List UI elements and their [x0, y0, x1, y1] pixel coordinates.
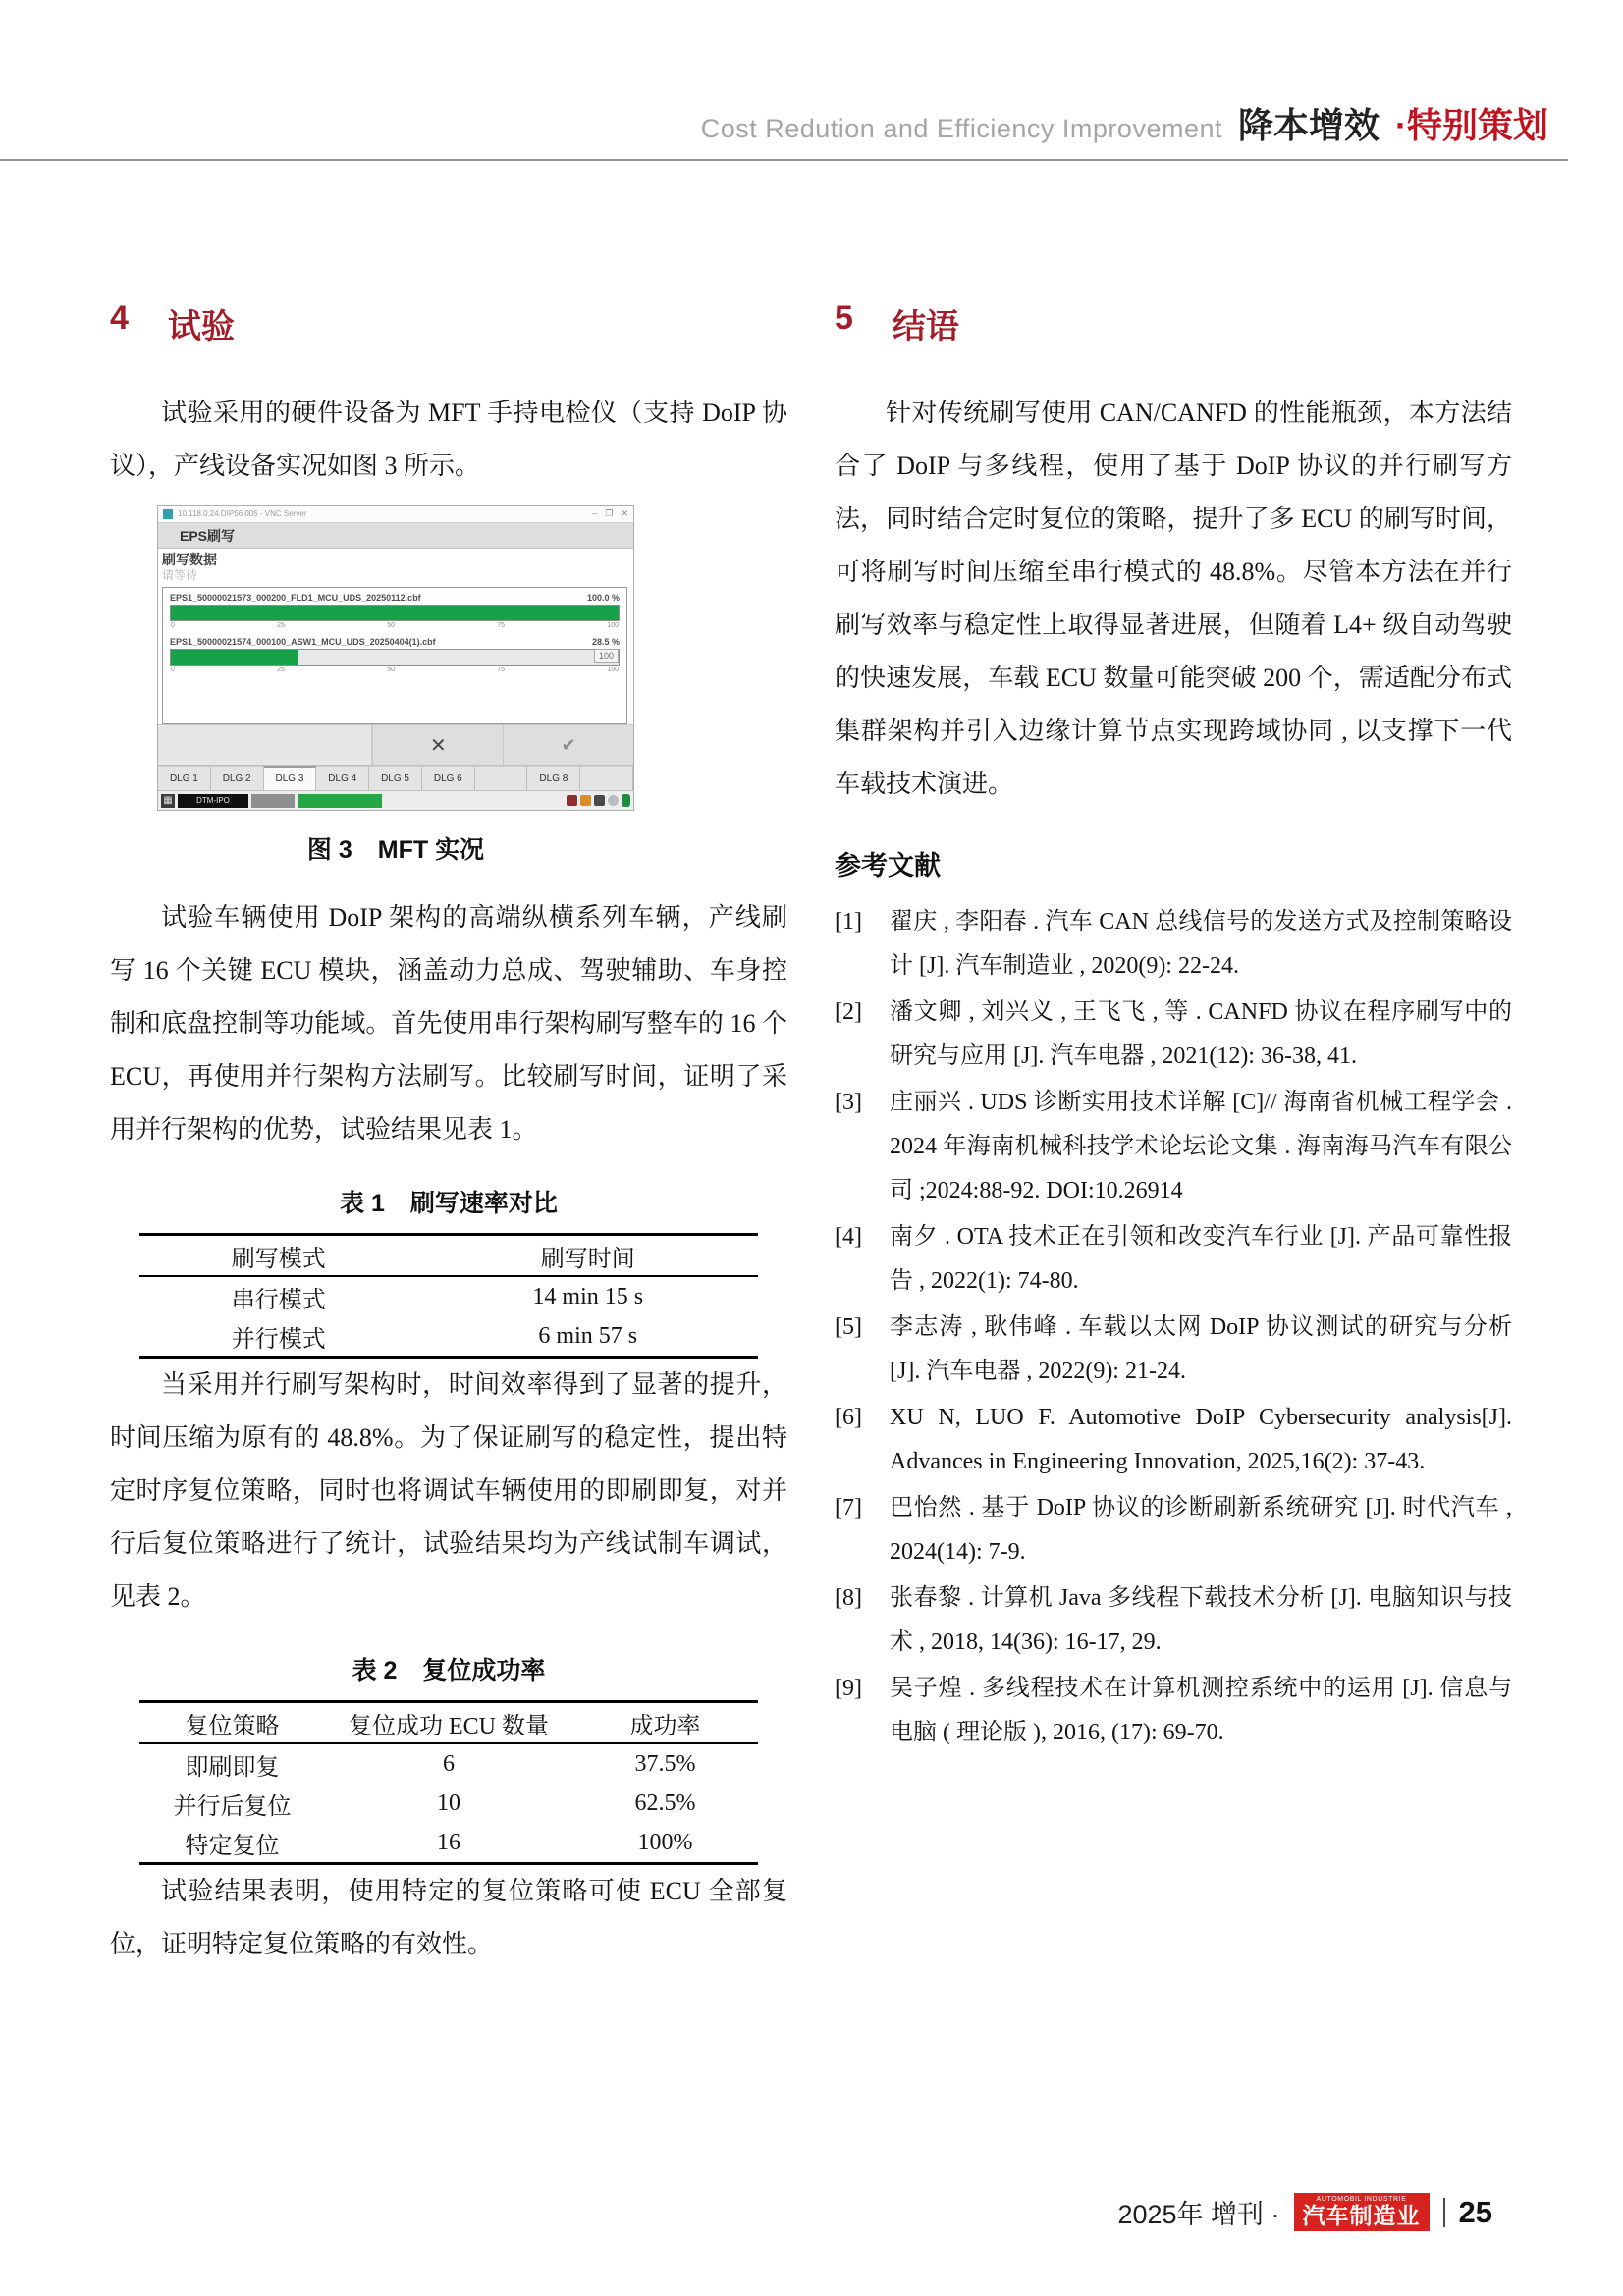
table-caption-label: 表 2	[352, 1657, 398, 1684]
reference-number: [2]	[835, 999, 862, 1025]
status-bar	[158, 790, 633, 810]
progress-scale	[171, 622, 619, 629]
right-column	[835, 297, 1512, 1971]
reference-number: [1]	[835, 909, 862, 934]
dialog-tabs	[158, 765, 633, 790]
reference-item	[835, 1667, 1512, 1755]
tab-dlg6[interactable]: DLG 6	[422, 766, 475, 790]
cell: 16	[437, 1829, 460, 1855]
reference-number: [3]	[835, 1090, 862, 1115]
progress-fill	[171, 606, 619, 620]
status-gray-segment	[251, 794, 295, 808]
reference-number: [5]	[835, 1314, 862, 1340]
tab-dlg4[interactable]: DLG 4	[316, 766, 369, 790]
section-5-number: 5	[835, 299, 853, 337]
cell: 37.5%	[634, 1750, 696, 1777]
progress-bar-2	[170, 649, 620, 666]
file-name: EPS1_50000021573_000200_FLD1_MCU_UDS_20250112.cbf	[170, 593, 421, 603]
reference-number: [8]	[835, 1585, 862, 1611]
figure-3	[157, 505, 634, 811]
reference-item	[835, 1396, 1512, 1484]
wrench-icon[interactable]	[567, 795, 577, 806]
masthead-chinese: 降本增效	[1237, 105, 1380, 145]
paragraph: 试验车辆使用 DoIP 架构的高端纵横系列车辆，产线刷写 16 个关键 ECU 模块，涵盖动力总成、驾驶辅助、车身控制和底盘控制等功能域。首先使用串行架构刷写整车的 16 个 ECU，再使用并行架构方法刷写。比较刷写时间，证明了采用并行架构的优势，试验结果见表 1。	[110, 903, 787, 1144]
reference-text: 吴子煌 . 多线程技术在计算机测控系统中的运用 [J]. 信息与电脑 ( 理论版 ), 2016, (17): 69-70.	[890, 1676, 1512, 1745]
reference-text: XU N, LUO F. Automotive DoIP Cybersecurity analysis[J]. Advances in Engineering Innovation, 2025,16(2): 37-43.	[890, 1405, 1512, 1474]
status-green-segment	[298, 794, 382, 808]
tick-label: 0	[171, 667, 175, 673]
footer-issue: 2025年 增刊 ·	[1117, 2200, 1280, 2229]
page-number: 25	[1458, 2194, 1492, 2229]
app-header: EPS刷写	[158, 523, 633, 549]
table-row	[139, 1823, 758, 1864]
tool-icon[interactable]	[580, 795, 591, 806]
file-name: EPS1_50000021574_000100_ASW1_MCU_UDS_20250404(1).cbf	[170, 637, 436, 647]
section-5-heading	[835, 299, 1512, 347]
figure-caption-text: MFT 实况	[377, 836, 485, 864]
paragraph: 当采用并行刷写架构时，时间效率得到了显著的提升，时间压缩为原有的 48.8%。为了保证刷写的稳定性，提出特定时序复位策略，同时也将调试车辆使用的即刷即复，对并行后复位策略进行了统计，试验结果均为产线试制车调试，见表 2。	[110, 1370, 787, 1611]
paragraph: 针对传统刷写使用 CAN/CANFD 的性能瓶颈，本方法结合了 DoIP 与多线程，使用了基于 DoIP 协议的并行刷写方法，同时结合定时复位的策略，提升了多 ECU 的刷写时间，可将刷写时间压缩至串行模式的 48.8%。尽管本方法在并行刷写效率与稳定性上取得显著进展，但随着 L4+ 级自动驾驶的快速发展，车载 ECU 数量可能突破 200 个，需适配分布式集群架构并引入边缘计算节点实现跨域协同 , 以支撑下一代车载技术演进。	[835, 399, 1512, 798]
reference-item	[835, 990, 1512, 1079]
tick-label: 50	[387, 622, 395, 629]
status-mode-label: DTM-IPO	[178, 794, 248, 808]
column-header: 成功率	[572, 1702, 758, 1744]
button-row-spacer	[158, 725, 372, 765]
cell: 100%	[637, 1829, 693, 1855]
table-caption-title: 复位成功率	[422, 1657, 546, 1684]
tick-label: 100	[607, 622, 619, 629]
confirm-button[interactable]: ✔	[503, 725, 633, 765]
left-column	[110, 297, 787, 1971]
tick-label: 0	[171, 622, 175, 629]
column-header: 复位成功 ECU 数量	[325, 1702, 572, 1744]
references-heading: 参考文献	[835, 851, 941, 881]
tick-label: 25	[277, 667, 285, 673]
column-header: 复位策略	[139, 1702, 325, 1744]
table-row	[139, 1316, 758, 1358]
page-footer	[1117, 2193, 1492, 2231]
journal-logo-subtitle: AUTOMOBIL INDUSTRIE	[1316, 2196, 1407, 2203]
reference-item	[835, 1215, 1512, 1304]
reference-text: 南夕 . OTA 技术正在引领和改变汽车行业 [J]. 产品可靠性报告 , 2022(1): 74-80.	[890, 1224, 1512, 1294]
cell: 6 min 57 s	[538, 1322, 638, 1349]
table-caption-title: 刷写速率对比	[409, 1190, 558, 1217]
paragraph: 试验采用的硬件设备为 MFT 手持电检仪（支持 DoIP 协议），产线设备实况如图 3 所示。	[110, 399, 787, 480]
progress-panel	[162, 587, 627, 724]
reference-item	[835, 1306, 1512, 1394]
cell: 6	[443, 1750, 455, 1777]
wait-label: 请等待	[162, 568, 198, 582]
reference-number: [7]	[835, 1495, 862, 1521]
journal-logo-title: 汽车制造业	[1302, 2203, 1421, 2228]
tab-dlg2[interactable]: DLG 2	[211, 766, 264, 790]
reference-item	[835, 1486, 1512, 1575]
percent-label: 100.0 %	[586, 593, 620, 603]
reference-item	[835, 1576, 1512, 1665]
masthead	[701, 98, 1548, 148]
masthead-english: Cost Redution and Efficiency Improvement	[700, 114, 1222, 143]
monitor-icon[interactable]	[594, 795, 605, 806]
progress-scale	[171, 667, 619, 673]
table-header-row	[139, 1235, 758, 1277]
table-1-caption	[110, 1184, 787, 1219]
tab-dlg1[interactable]: DLG 1	[158, 766, 211, 790]
tab-blank-9[interactable]	[580, 766, 633, 790]
percent-label: 28.5 %	[591, 637, 620, 647]
tick-label: 75	[497, 622, 506, 629]
progress-max-badge: 100	[594, 649, 619, 663]
reference-item	[835, 900, 1512, 988]
table-row	[139, 1743, 758, 1784]
cell: 并行后复位	[173, 1793, 292, 1820]
two-column-content	[110, 297, 1513, 1971]
reference-text: 巴怡然 . 基于 DoIP 协议的诊断刷新系统研究 [J]. 时代汽车 , 2024(14): 7-9.	[890, 1495, 1512, 1565]
table-1	[139, 1233, 758, 1359]
tick-label: 100	[607, 667, 619, 673]
cancel-button[interactable]: ✕	[372, 725, 503, 765]
cell: 即刷即复	[185, 1754, 280, 1781]
maximize-icon[interactable]: ❐	[605, 508, 614, 518]
table-row	[139, 1784, 758, 1823]
status-tray	[567, 794, 630, 807]
reference-text: 潘文卿 , 刘兴义 , 王飞飞 , 等 . CANFD 协议在程序刷写中的研究与应用 [J]. 汽车电器 , 2021(12): 36-38, 41.	[890, 999, 1512, 1069]
section-5-title: 结语	[892, 308, 959, 346]
reference-number: [4]	[835, 1224, 862, 1250]
section-4-number: 4	[110, 299, 129, 337]
reference-number: [6]	[835, 1405, 862, 1430]
tab-blank-7[interactable]	[475, 766, 528, 790]
table-row	[139, 1276, 758, 1316]
cell: 10	[437, 1789, 460, 1816]
table-caption-label: 表 1	[340, 1190, 385, 1217]
reference-text: 翟庆 , 李阳春 . 汽车 CAN 总线信号的发送方式及控制策略设计 [J]. 汽车制造业 , 2020(9): 22-24.	[890, 909, 1512, 979]
cell: 特定复位	[185, 1833, 280, 1859]
reference-number: [9]	[835, 1676, 862, 1701]
app-icon	[163, 509, 173, 519]
reference-text: 庄丽兴 . UDS 诊断实用技术详解 [C]// 海南省机械工程学会 . 2024 年海南机械科技学术论坛论文集 . 海南海马汽车有限公司 ;2024:88-92. DOI:10.26914	[890, 1090, 1512, 1203]
dialog-button-row	[158, 724, 633, 765]
journal-logo	[1294, 2193, 1430, 2231]
minimize-icon[interactable]: –	[592, 508, 598, 518]
cell: 并行模式	[231, 1326, 326, 1353]
figure-3-caption	[157, 830, 634, 866]
window-titlebar	[158, 506, 633, 523]
section-4-title: 试验	[167, 308, 235, 346]
flash-tool-window	[157, 505, 634, 811]
reference-text: 张春黎 . 计算机 Java 多线程下载技术分析 [J]. 电脑知识与技术 , 2018, 14(36): 16-17, 29.	[890, 1585, 1512, 1655]
tab-dlg5[interactable]: DLG 5	[369, 766, 422, 790]
masthead-section-tag: ·特别策划	[1395, 105, 1548, 145]
progress-row-1-header	[170, 593, 620, 603]
grid-menu-icon[interactable]: ▦	[161, 794, 175, 808]
progress-row-2-header	[170, 637, 620, 647]
column-header: 刷写模式	[139, 1235, 418, 1277]
window-controls	[592, 508, 628, 519]
cell: 14 min 15 s	[532, 1283, 644, 1309]
figure-caption-label: 图 3	[306, 836, 352, 864]
column-header: 刷写时间	[418, 1235, 759, 1277]
footer-divider	[1443, 2198, 1445, 2227]
flash-data-label: 刷写数据	[162, 552, 217, 567]
window-body	[158, 549, 633, 724]
tab-dlg3-active[interactable]: DLG 3	[264, 766, 317, 790]
bulb-icon[interactable]	[608, 795, 619, 806]
tab-dlg8[interactable]: DLG 8	[527, 766, 580, 790]
masthead-rule	[0, 159, 1568, 161]
reference-text: 李志涛 , 耿伟峰 . 车载以太网 DoIP 协议测试的研究与分析 [J]. 汽车电器 , 2022(9): 21-24.	[890, 1314, 1512, 1384]
paragraph: 试验结果表明，使用特定的复位策略可使 ECU 全部复位，证明特定复位策略的有效性。	[110, 1877, 787, 1958]
close-icon[interactable]: ✕	[621, 508, 628, 518]
tick-label: 75	[497, 667, 506, 673]
reference-item	[835, 1081, 1512, 1213]
section-4-heading	[110, 299, 787, 347]
tick-label: 25	[277, 622, 285, 629]
window-title: 10.118.0.24.DIP56.005 - VNC Server	[178, 509, 307, 518]
cell: 62.5%	[634, 1789, 696, 1816]
table-header-row	[139, 1702, 758, 1744]
table-2	[139, 1700, 758, 1865]
progress-bar-1	[170, 605, 620, 621]
references-list	[835, 900, 1512, 1755]
table-2-caption	[110, 1651, 787, 1686]
tick-label: 50	[387, 667, 395, 673]
battery-icon[interactable]	[622, 794, 630, 807]
cell: 串行模式	[231, 1287, 326, 1313]
progress-fill	[171, 650, 298, 665]
